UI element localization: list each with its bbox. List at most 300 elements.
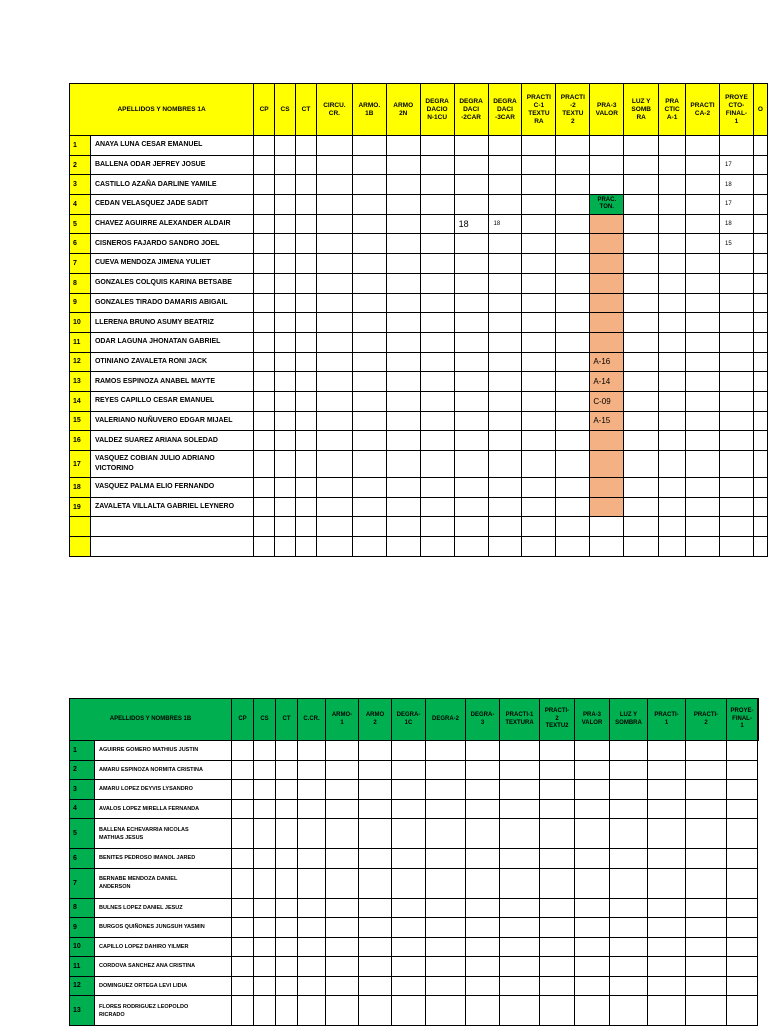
grade-cell [352,155,386,175]
grade-cell [454,273,488,293]
student-name-text: CORDOVA SANCHEZ ANA CRISTINA [99,963,196,970]
grade-cell [522,155,556,175]
grade-cell [753,175,767,195]
row-number-text: 7 [73,879,77,887]
grade-cell [500,957,540,977]
grade-cell [386,391,420,411]
grade-cell [624,195,659,215]
grade-cell [686,937,727,957]
grade-cell [386,214,420,234]
grade-cell [727,976,758,996]
grade-cell [254,273,275,293]
table-row [70,411,768,431]
grade-cell [359,957,392,977]
grade-cell [296,273,317,293]
grade-cell [296,293,317,313]
grade-cell [540,799,575,819]
grade-cell [659,293,686,313]
grade-cell [540,918,575,938]
grade-cell [488,478,522,498]
grade-cell [522,313,556,333]
grade-cell [298,760,326,780]
grade-cell [326,996,359,1026]
grade-cell [232,780,254,800]
header-col-7-text: DEGRA- 1C [396,712,421,726]
grade-cell [686,868,727,898]
table-row [70,760,759,780]
row-number [70,497,91,517]
table-row [70,155,768,175]
grade-cell [454,451,488,478]
grade-cell [316,372,352,392]
table-row [70,175,768,195]
grade-cell [275,254,296,274]
grade-cell [466,780,500,800]
grade-cell [719,517,753,537]
student-name-text: VASQUEZ PALMA ELIO FERNANDO [94,483,215,491]
header-col-8-text: DEGRA DACI -2CAR [459,97,483,121]
grade-cell [420,537,454,557]
header-col-6-text: ARMO 2N [393,101,414,117]
row-number-text: 12 [73,358,81,366]
grade-cell [624,451,659,478]
grade-cell [575,976,610,996]
row-number [70,254,91,274]
pra3-cell [590,313,624,333]
grade-cell [386,372,420,392]
grade-cell [254,819,276,849]
student-name [90,155,253,175]
grade-cell [326,976,359,996]
grade-cell [648,918,686,938]
grade-cell [522,332,556,352]
grade-cell [466,976,500,996]
grade-cell [359,760,392,780]
student-name [90,352,253,372]
proyecto-cell [719,214,753,234]
row-number [70,293,91,313]
grade-cell [556,411,590,431]
grade-cell [540,957,575,977]
header-col-6-text: ARMO 2 [365,712,385,726]
grade-cell [298,918,326,938]
row-number-text: 5 [73,830,77,837]
grade-cell [275,372,296,392]
grade-cell [522,273,556,293]
student-name-text: AMARU ESPINOZA NORMITA CRISTINA [99,766,203,773]
grade-cell [686,175,720,195]
grade-cell [686,760,727,780]
grade-cell [392,760,426,780]
grade-cell [648,957,686,977]
grade-cell [420,391,454,411]
grade-cell [719,391,753,411]
student-name-text: CUEVA MENDOZA JIMENA YULIET [94,259,211,267]
grade-cell [659,431,686,451]
student-name [90,391,253,411]
header-col-16 [727,699,758,741]
grade-cell [488,195,522,215]
grade-cell [488,175,522,195]
grade-cell [575,741,610,761]
grade-cell [556,273,590,293]
grade-cell [392,868,426,898]
grade-cell [298,937,326,957]
grade-cell [352,214,386,234]
header-col-4-text: C.CR. [303,715,320,722]
grade-cell [719,478,753,498]
grade-cell [488,332,522,352]
student-name-text: RAMOS ESPINOZA ANABEL MAYTE [94,377,215,385]
grade-cell [488,155,522,175]
header-col-1-text: CP [259,105,269,113]
grade-cell [392,849,426,869]
header-col-11-text: PRACTI- 2 TEXTU2 [544,708,570,730]
row-number-text: 1 [73,746,77,754]
grade-cell [659,332,686,352]
grade-cell [275,293,296,313]
header-col-6 [386,84,420,136]
pra3-cell-text: A-15 [593,416,611,426]
grade-cell [659,195,686,215]
grade-cell [426,849,466,869]
grade-cell [540,819,575,849]
grade-cell [610,898,648,918]
grade-cell [659,372,686,392]
grade-cell [648,937,686,957]
row-number [70,799,95,819]
row-number-text: 17 [73,460,81,468]
grade-cell [426,957,466,977]
header-col-7 [392,699,426,741]
row-number-text: 13 [73,378,81,386]
grade-cell [359,799,392,819]
grade-cell [540,996,575,1026]
pra3-cell [590,411,624,431]
grade-cell [727,760,758,780]
grade-cell [275,313,296,333]
grade-cell [540,937,575,957]
grade-cell [686,155,720,175]
grade-cell [386,537,420,557]
grade-cell [254,976,276,996]
student-name-text: CISNEROS FAJARDO SANDRO JOEL [94,239,220,247]
grade-cell [296,254,317,274]
grade-cell [624,313,659,333]
student-name-text: AVALOS LOPEZ MIRELLA FERNANDA [99,805,200,812]
table-row [70,214,768,234]
grade-cell [420,313,454,333]
grade-cell [316,195,352,215]
grade-cell [659,352,686,372]
grade-cell [254,918,276,938]
pra3-cell-text: C-09 [593,396,611,406]
grade-cell [352,175,386,195]
grade-cell [466,741,500,761]
grade-cell [275,478,296,498]
student-name [95,918,232,938]
row-number [70,175,91,195]
grade-cell [659,497,686,517]
header-col-14 [659,84,686,136]
grade-cell [316,175,352,195]
grade-cell [624,411,659,431]
grade-cell [296,391,317,411]
grade-cell [254,254,275,274]
table-row [70,996,759,1026]
grade-cell [686,957,727,977]
grade-cell [686,780,727,800]
header-col-16 [719,84,753,136]
grade-cell [719,293,753,313]
student-name-text: CASTILLO AZAÑA DARLINE YAMILE [94,180,217,188]
row-number [70,195,91,215]
grade-cell [275,411,296,431]
grade-cell [296,155,317,175]
proyecto-cell-text: 17 [724,201,732,208]
grade-cell [316,431,352,451]
table-row [70,780,759,800]
grade-cell [540,868,575,898]
grade-cell [296,332,317,352]
grade-cell [686,431,720,451]
table-row [70,497,768,517]
row-number [70,273,91,293]
grade-cell [352,391,386,411]
row-number [70,431,91,451]
student-name [90,254,253,274]
grade-cell [296,175,317,195]
grade-cell [719,136,753,156]
grade-cell [719,537,753,557]
header-col-15-text: PRACTI CA-2 [690,101,715,117]
header-col-3 [296,84,317,136]
grade-cell [719,431,753,451]
student-name [90,293,253,313]
proyecto-cell [719,195,753,215]
grade-cell [420,175,454,195]
degra2-cell-text: 18 [458,219,469,230]
header-col-8 [454,84,488,136]
grade-cell [466,918,500,938]
student-name [90,136,253,156]
grade-cell [254,313,275,333]
header-col-extra [758,699,759,741]
grade-cell [753,214,767,234]
grade-cell [352,254,386,274]
grade-cell [276,898,298,918]
grade-cell [426,898,466,918]
grade-cell [254,214,275,234]
student-name-text: OTINIANO ZAVALETA RONI JACK [94,357,208,365]
row-number [70,391,91,411]
grade-cell [575,760,610,780]
grade-cell [522,293,556,313]
grade-cell [296,517,317,537]
grade-cell [624,175,659,195]
table-1b-header-row [70,699,759,741]
grade-cell [254,957,276,977]
grade-cell [298,976,326,996]
grade-cell [392,741,426,761]
grade-cell [296,478,317,498]
grade-cell [359,937,392,957]
student-name [90,411,253,431]
grade-cell [316,451,352,478]
grade-cell [426,780,466,800]
grade-cell [686,849,727,869]
pra3-cell [590,254,624,274]
grade-cell [326,937,359,957]
grade-cell [386,431,420,451]
grade-cell [753,478,767,498]
grade-cell [454,478,488,498]
grade-cell [686,799,727,819]
grade-cell [500,937,540,957]
grade-cell [556,478,590,498]
header-col-16-text: PROYE CTO- FINAL- 1 [725,93,748,125]
grade-cell [359,976,392,996]
grade-cell [488,497,522,517]
grade-cell [466,957,500,977]
grade-cell [624,391,659,411]
proyecto-cell-text: 15 [724,240,732,247]
grade-cell [420,352,454,372]
grade-cell [648,868,686,898]
grade-cell [556,517,590,537]
grade-cell [753,497,767,517]
grade-cell [386,332,420,352]
grade-cell [276,741,298,761]
grade-cell [719,411,753,431]
header-col-2-text: CS [280,105,290,113]
grade-cell [624,273,659,293]
grade-cell [500,849,540,869]
grade-cell [326,819,359,849]
grade-cell [753,451,767,478]
grade-cell [454,293,488,313]
row-number-text: 14 [73,397,81,405]
header-col-1-text: CP [238,715,247,722]
grade-cell [522,391,556,411]
student-name-text: ZAVALETA VILLALTA GABRIEL LEYNERO [94,503,235,511]
header-names [70,699,232,741]
grade-cell [316,136,352,156]
grade-cell [727,957,758,977]
grades-table-1b [69,698,759,1026]
grade-cell [275,497,296,517]
grade-cell [254,898,276,918]
grade-cell [232,976,254,996]
grade-cell [753,254,767,274]
grade-cell [352,451,386,478]
grade-cell [276,760,298,780]
grade-cell [686,478,720,498]
grade-cell [352,431,386,451]
table-row [70,478,768,498]
grade-cell [556,293,590,313]
table-row [70,195,768,215]
student-name [95,898,232,918]
grade-cell [420,254,454,274]
grade-cell [522,136,556,156]
row-number-text: 9 [73,923,77,931]
grade-cell [296,537,317,557]
grade-cell [254,332,275,352]
grade-cell [359,741,392,761]
table-row [70,819,759,849]
grade-cell [686,352,720,372]
grade-cell [352,352,386,372]
grade-cell [753,411,767,431]
pra3-cell [590,431,624,451]
proyecto-cell-text: 18 [724,221,732,228]
student-name [95,996,232,1026]
row-number [70,957,95,977]
grade-cell [254,155,275,175]
grade-cell [254,780,276,800]
grade-cell [392,976,426,996]
grade-cell [454,155,488,175]
grade-cell [500,918,540,938]
grade-cell [686,497,720,517]
student-name [95,760,232,780]
header-col-5-text: ARMO- 1 [331,712,353,726]
grade-cell [352,293,386,313]
student-name-text: GONZALES TIRADO DAMARIS ABIGAIL [94,298,228,306]
grade-cell [575,937,610,957]
student-name [90,332,253,352]
grade-cell [276,819,298,849]
pra3-cell [590,195,624,215]
grade-cell [276,957,298,977]
header-col-9 [488,84,522,136]
grade-cell [254,741,276,761]
grade-cell [500,868,540,898]
pra3-cell [590,497,624,517]
row-number [70,313,91,333]
grade-cell [296,234,317,254]
row-number [70,741,95,761]
grade-cell [298,898,326,918]
header-col-14 [648,699,686,741]
grade-cell [296,411,317,431]
header-col-14-text: PRACTI- 1 [654,712,679,726]
grade-cell [610,849,648,869]
grade-cell [254,234,275,254]
grade-cell [232,799,254,819]
student-name-text: REYES CAPILLO CESAR EMANUEL [94,397,215,405]
grade-cell [727,849,758,869]
grade-cell [352,313,386,333]
degra3-cell [488,214,522,234]
grade-cell [624,517,659,537]
grade-cell [719,451,753,478]
grade-cell [522,411,556,431]
grade-cell [296,497,317,517]
grade-cell [522,537,556,557]
pra3-cell [590,332,624,352]
student-name-text: DOMINGUEZ ORTEGA LEVI LIDIA [99,982,188,989]
grade-cell [522,195,556,215]
grade-cell [727,996,758,1026]
grade-cell [90,537,253,557]
grade-cell [466,868,500,898]
grade-cell [686,451,720,478]
grade-cell [426,918,466,938]
grade-cell [316,497,352,517]
grade-cell [254,478,275,498]
